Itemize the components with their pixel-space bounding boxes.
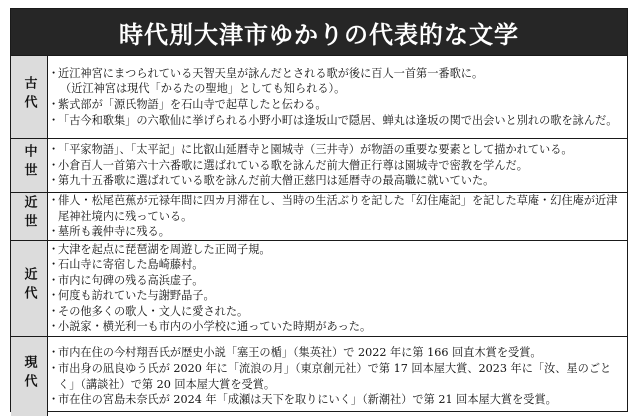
list-item (48, 224, 627, 240)
bullet-mark: ・ (48, 66, 60, 80)
list-item (48, 288, 627, 304)
bullet-mark: ・ (48, 320, 60, 334)
era-label: 近代 (21, 266, 37, 305)
era-cell (11, 56, 48, 139)
list-item (48, 273, 627, 289)
list-item (48, 242, 627, 258)
bullet-mark: ・ (48, 98, 60, 111)
era-label: 近世 (21, 194, 37, 233)
bullet-mark: ・ (48, 158, 60, 172)
era-item-list (48, 242, 627, 336)
era-content-cell (48, 139, 628, 193)
era-cell (11, 336, 48, 416)
bullet-mark: ・ (48, 242, 60, 256)
item-text: 市内在住の今村翔吾氏が歴史小説「塞王の楯」（集英社）で 2022 年に第 166 回直木賞を受賞。 (58, 346, 542, 360)
era-cell (11, 139, 48, 193)
period-row (11, 139, 627, 193)
bullet-mark: ・ (48, 304, 60, 318)
list-item (48, 142, 627, 158)
item-text: 「平家物語」、「太平記」に比叡山延暦寺と園城寺（三井寺）が物語の重要な要素として描かれている。 (58, 143, 573, 157)
item-text: 市在住の宮島未奈氏が 2024 年「成瀬は天下を取りにいく」（新潮社）で第 21 回本屋大賞を受賞。 (58, 393, 557, 407)
literature-table-card (10, 8, 628, 412)
item-text: 大津を起点に琵琶湖を周遊した正岡子規。 (58, 242, 271, 256)
list-item (48, 97, 627, 113)
era-item-list (48, 66, 627, 128)
list-item (48, 81, 627, 97)
item-text: 近江神宮にまつられている天智天皇が詠んだとされる歌が後に百人一首第一番歌に。 (58, 66, 484, 80)
era-cell (11, 193, 48, 241)
era-item-list (48, 345, 627, 407)
period-row (11, 240, 627, 336)
item-text: 市出身の凪良ゆう氏が 2020 年に「流浪の月」（東京創元社）で第 17 回本屋大賞、2023 年に「汝、星のごとく」（講談社）で第 20 回本屋大賞を受賞。 (58, 361, 612, 391)
list-item (48, 173, 627, 189)
bullet-mark: ・ (48, 258, 60, 272)
era-content-cell (48, 336, 628, 416)
bullet-mark: ・ (48, 143, 60, 157)
item-text: （近江神宮は現代「かるたの聖地」としても知られる）。 (60, 82, 346, 96)
period-row (11, 56, 627, 139)
item-text: 紫式部が「源氏物語」を石山寺で起草したと伝わる。 (58, 98, 327, 111)
list-item (48, 257, 627, 273)
bullet-mark: ・ (48, 113, 60, 127)
list-item (48, 392, 627, 408)
item-text: 市内に句碑の残る高浜虚子。 (58, 273, 204, 287)
item-text: 小説家・横光利一も市内の小学校に通っていた時期があった。 (58, 320, 372, 334)
bullet-mark: ・ (48, 393, 60, 407)
list-item (48, 304, 627, 320)
era-content-cell (48, 240, 628, 336)
era-label: 古代 (21, 75, 37, 114)
era-label: 現代 (21, 355, 37, 394)
list-item (48, 319, 627, 335)
list-item (48, 158, 627, 174)
era-label: 中世 (21, 144, 37, 182)
era-content-cell (48, 193, 628, 241)
era-content-cell (48, 56, 628, 139)
item-text: 俳人・松尾芭蕉が元禄年間に四カ月滞在し、当時の生活ぶりを記した「幻住庵記」を記した草庵・幻住庵が近津尾神社境内に残っている。 (58, 194, 618, 223)
item-text: 第九十五番歌に選ばれている歌を詠んだ前大僧正慈円は延暦寺の最高職に就いていた。 (58, 174, 495, 188)
item-text: その他多くの歌人・文人に愛された。 (58, 304, 249, 318)
list-item (48, 113, 627, 129)
bullet-mark: ・ (48, 361, 60, 375)
bullet-mark: ・ (48, 273, 60, 287)
item-text: 石山寺に寄宿した島崎藤村。 (58, 258, 204, 272)
item-text: 墓所も義仲寺に残る。 (58, 225, 170, 239)
table-title: 時代別大津市ゆかりの代表的な文学 (11, 9, 627, 55)
era-cell (11, 240, 48, 336)
list-item (48, 193, 627, 224)
list-item (48, 66, 627, 82)
item-text: 何度も訪れていた与謝野晶子。 (58, 289, 215, 303)
bullet-mark: ・ (48, 289, 60, 303)
item-text: 小倉百人一首第六十六番歌に選ばれている歌を詠んだ前大僧正行尊は園城寺で密教を学んだ。 (58, 158, 528, 172)
era-item-list (48, 193, 627, 240)
era-item-list (48, 142, 627, 189)
period-table-body (11, 56, 627, 417)
list-item (48, 361, 627, 392)
bullet-mark: ・ (48, 174, 60, 188)
bullet-mark: ・ (48, 346, 60, 360)
period-table (11, 55, 627, 416)
bullet-mark: ・ (48, 194, 60, 207)
list-item (48, 345, 627, 361)
period-row (11, 336, 627, 416)
bullet-mark: ・ (48, 225, 60, 239)
item-text: 「古今和歌集」の六歌仙に挙げられる小野小町は逢坂山で隠居、蝉丸は逢坂の関で出会いと別れの歌を詠んだ。 (58, 113, 618, 127)
period-row (11, 193, 627, 241)
